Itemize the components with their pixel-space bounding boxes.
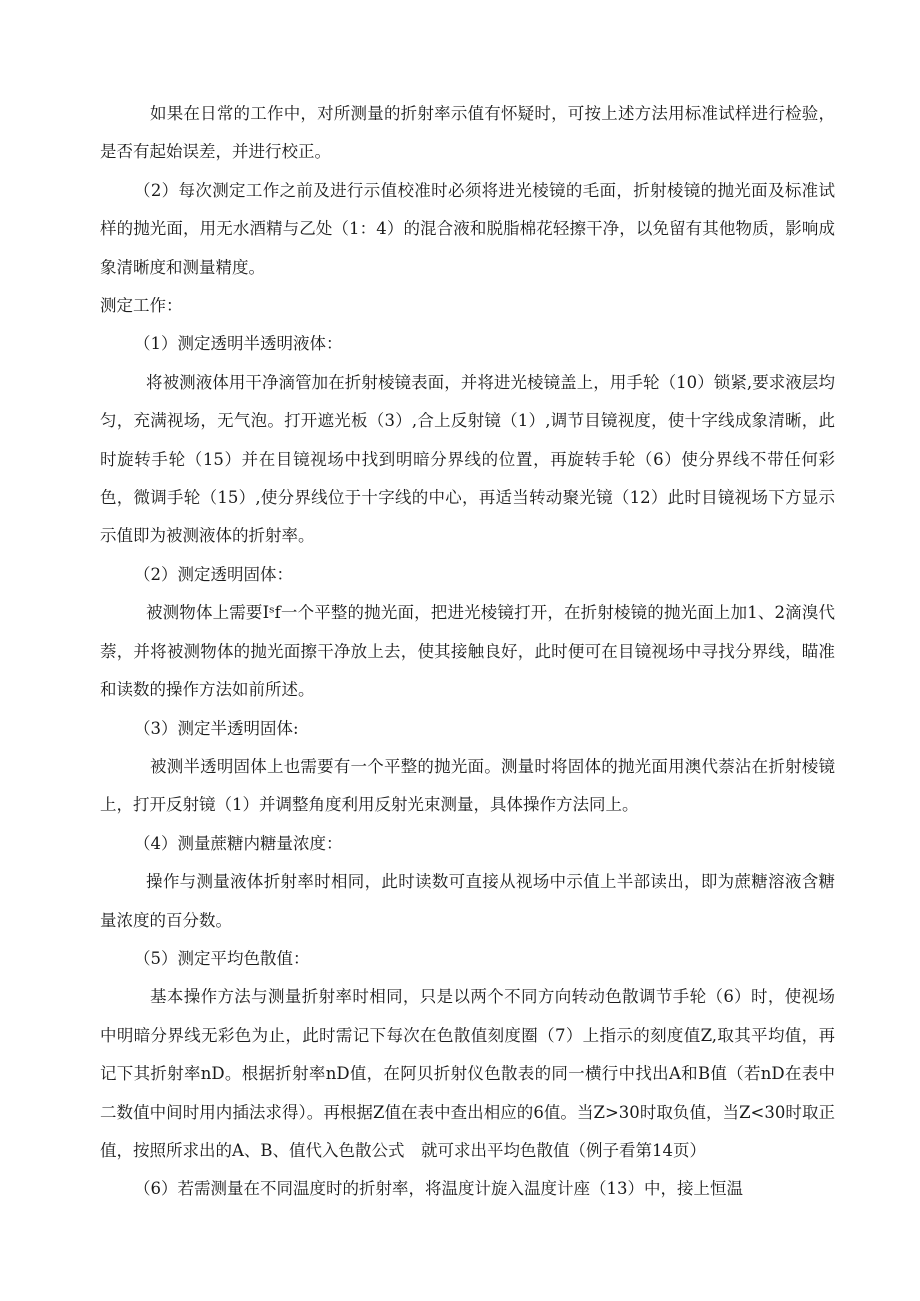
- subheading-sucrose-concentration: （4）测量蔗糖内糖量浓度：: [134, 833, 343, 853]
- paragraph-transparent-liquid: 将被测液体用干净滴管加在折射棱镜表面，并将进光棱镜盖上，用手轮（10）锁紧,要求液层均匀，充满视场，无气泡。打开遮光板（3）,合上反射镜（1）,调节目镜视度，使十字线成象清晰，此时旋转手轮（15）并在目镜视场中找到明暗分界线的位置，再旋转手轮（6）使分界线不带任何彩色，微调手轮（15）,使分界线位于十字线的中心，再适当转动聚光镜（12）此时目镜视场下方显示示值即为被测液体的折射率。: [100, 372, 835, 546]
- subheading-translucent-solid: （3）测定半透明固体:: [134, 718, 299, 738]
- paragraph-mean-dispersion: 基本操作方法与测量折射率时相同，只是以两个不同方向转动色散调节手轮（6）时，使视场中明暗分界线无彩色为止，此时需记下每次在色散值刻度圈（7）上指示的刻度值Z,取其平均值，再记下其折射率nD。根据折射率nD值，在阿贝折射仪色散表的同一横行中找出A和B值（若nD在表中二数值中间时用内插法求得）。再根据Z值在表中查出相应的6值。当Z>30时取负值，当Z<30时取正值，按照所求出的A、B、值代入色散公式 就可求出平均色散值（例子看第14页）: [100, 987, 835, 1160]
- document-body: [100, 95, 835, 1209]
- section-heading-measurement: 测定工作：: [100, 296, 183, 316]
- paragraph-transparent-solid: 被测物体上需要Iˢf一个平整的抛光面，把进光棱镜打开，在折射棱镜的抛光面上加1、2滴溴代萘，并将被测物体的抛光面擦干净放上去，使其接触良好，此时便可在目镜视场中寻找分界线，瞄准和读数的操作方法如前所述。: [100, 603, 835, 700]
- paragraph-cleaning-step: （2）每次测定工作之前及进行示值校准时必须将进光棱镜的毛面，折射棱镜的抛光面及标准试样的抛光面，用无水酒精与乙处（1：4）的混合液和脱脂棉花轻擦干净，以免留有其他物质，影响成象清晰度和测量精度。: [100, 180, 835, 277]
- paragraph-translucent-solid: 被测半透明固体上也需要有一个平整的抛光面。测量时将固体的抛光面用澳代萘沾在折射棱镜上，打开反射镜（1）并调整角度利用反射光束测量，具体操作方法同上。: [100, 756, 835, 815]
- subheading-transparent-liquid: （1）测定透明半透明液体：: [134, 334, 343, 354]
- paragraph-calibration-check: 如果在日常的工作中，对所测量的折射率示值有怀疑时，可按上述方法用标准试样进行检验，是否有起始误差，并进行校正。: [100, 104, 835, 162]
- subheading-mean-dispersion: （5）测定平均色散值：: [134, 948, 310, 968]
- subheading-transparent-solid: （2）测定透明固体：: [134, 564, 293, 584]
- paragraph-sucrose-concentration: 操作与测量液体折射率时相同，此时读数可直接从视场中示值上半部读出，即为蔗糖溶液含糖量浓度的百分数。: [100, 872, 835, 930]
- paragraph-temperature-measurement: （6）若需测量在不同温度时的折射率，将温度计旋入温度计座（13）中，接上恒温: [134, 1179, 743, 1199]
